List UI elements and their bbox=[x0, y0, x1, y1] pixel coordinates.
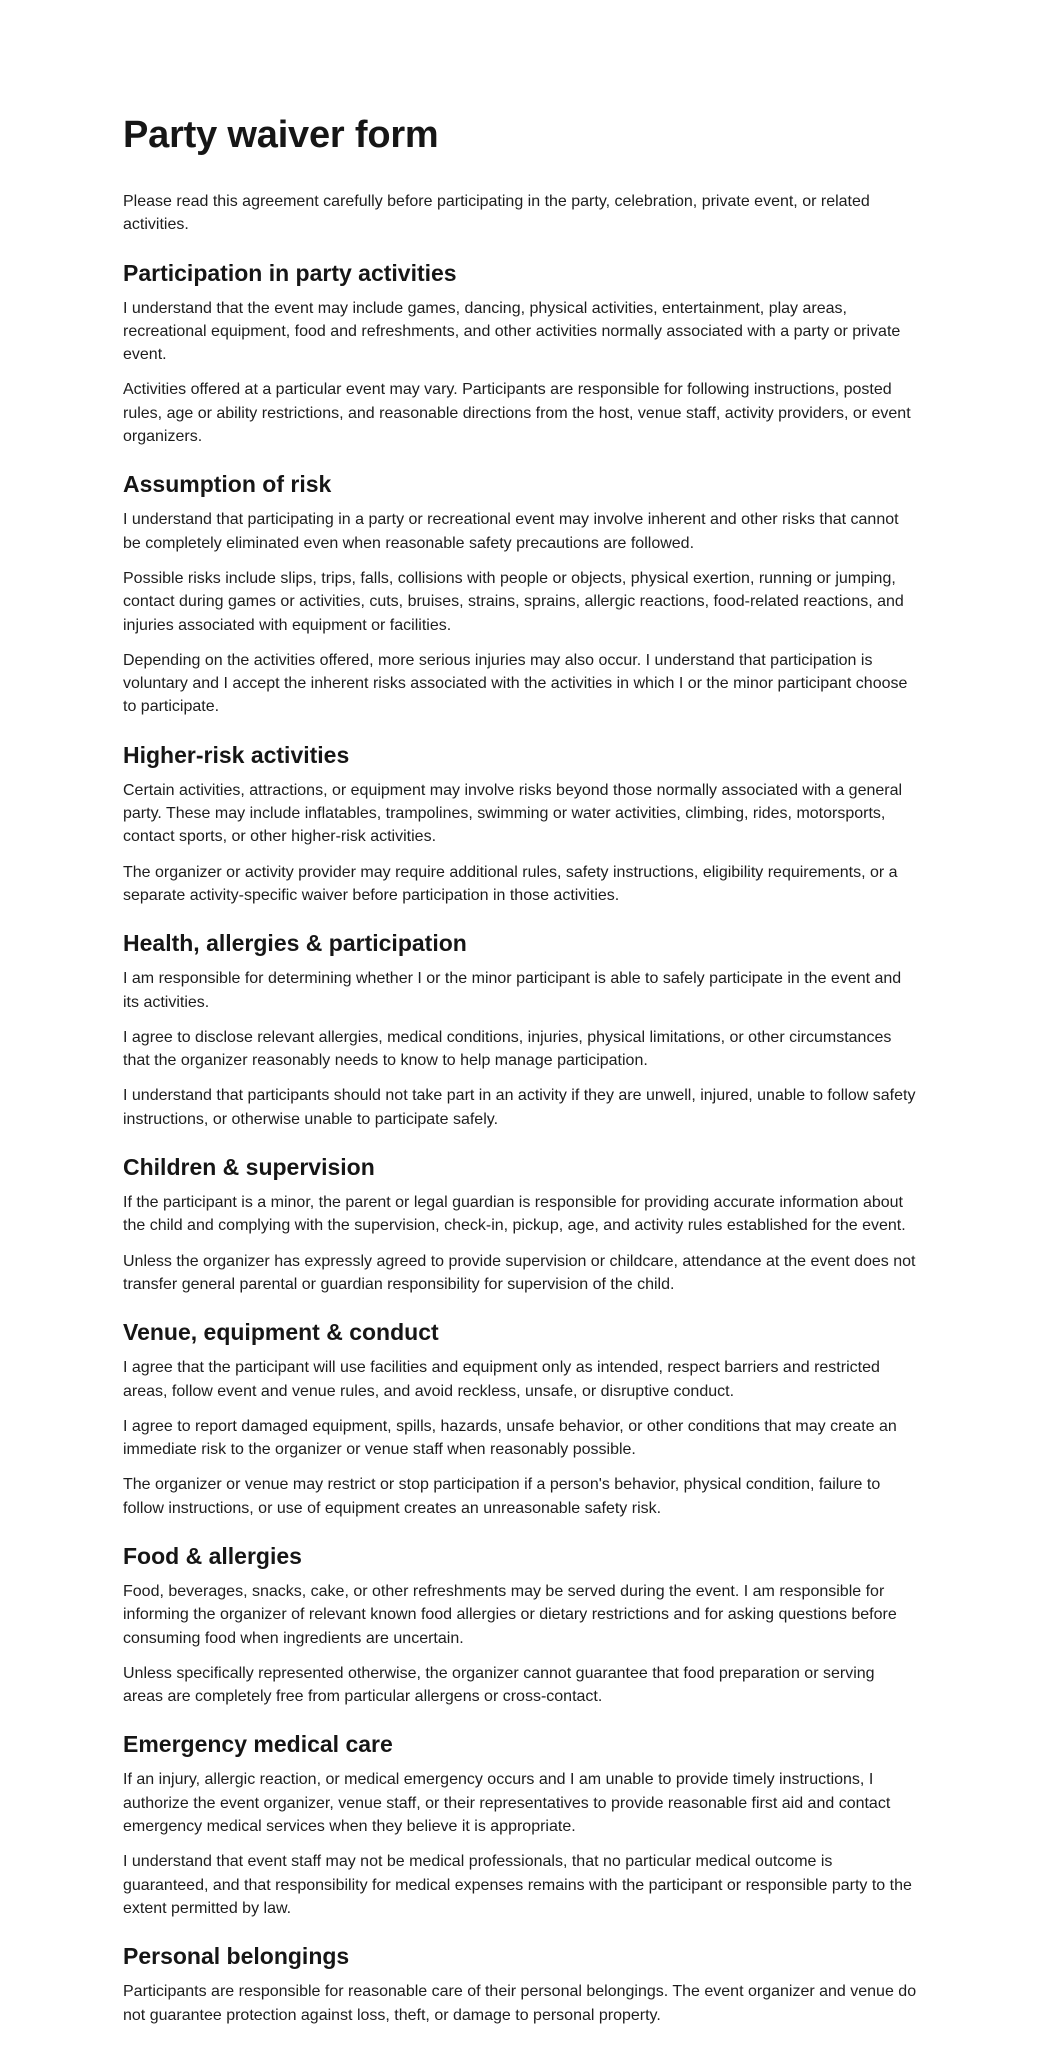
section-health-allergies bbox=[123, 929, 918, 1131]
waiver-document bbox=[123, 112, 918, 2049]
section-paragraph: I understand that event staff may not be medical professionals, that no particular medical outcome is guaranteed, and that responsibility for medical expenses remains with the participant or responsible party to the extent permitted by law. bbox=[123, 1853, 912, 1917]
page-title: Party waiver form bbox=[123, 114, 439, 156]
section-paragraph: I agree that the participant will use facilities and equipment only as intended, respect barriers and restricted areas, follow event and venue rules, and avoid reckless, unsafe, or disruptive conduct. bbox=[123, 1359, 880, 1400]
section-paragraph: I am responsible for determining whether I or the minor participant is able to safely participate in the event and its activities. bbox=[123, 970, 902, 1011]
section-heading: Emergency medical care bbox=[123, 1731, 393, 1758]
section-paragraph: The organizer or venue may restrict or stop participation if a person's behavior, physical condition, failure to follow instructions, or use of equipment creates an unreasonable safety risk. bbox=[123, 1476, 881, 1517]
section-paragraph: Certain activities, attractions, or equipment may involve risks beyond those normally associated with a general party. These may include inflatables, trampolines, swimming or water activities, climbing, rides, motorsports, contact sports, or other higher-risk activities. bbox=[123, 781, 903, 846]
section-heading: Venue, equipment & conduct bbox=[123, 1319, 439, 1346]
section-paragraph: Activities offered at a particular event may vary. Participants are responsible for following instructions, posted rules, age or ability restrictions, and reasonable directions from the host, venue staff, activity providers, or event organizers. bbox=[123, 381, 911, 446]
section-food-allergies bbox=[123, 1542, 918, 1708]
section-paragraph: If the participant is a minor, the parent or legal guardian is responsible for providing accurate information about the child and complying with the supervision, check-in, pickup, age, and activity rules established for the event. bbox=[123, 1194, 906, 1235]
section-heading: Personal belongings bbox=[123, 1943, 350, 1970]
section-higher-risk-activities bbox=[123, 741, 918, 907]
section-personal-belongings bbox=[123, 1942, 918, 2027]
section-heading: Health, allergies & participation bbox=[123, 930, 467, 957]
section-paragraph: Unless specifically represented otherwise, the organizer cannot guarantee that food preparation or serving areas are completely free from particular allergens or cross-contact. bbox=[123, 1664, 875, 1706]
section-venue-equipment-conduct bbox=[123, 1318, 918, 1520]
section-assumption-of-risk bbox=[123, 470, 918, 718]
section-paragraph: I understand that the event may include games, dancing, physical activities, entertainment, play areas, recreational equipment, food and refreshments, and other activities normally associated with a party or private event. bbox=[123, 299, 901, 364]
section-paragraph: I agree to report damaged equipment, spills, hazards, unsafe behavior, or other conditions that may create an immediate risk to the organizer or venue staff when reasonably possible. bbox=[123, 1417, 897, 1459]
section-paragraph: Participants are responsible for reasonable care of their personal belongings. The event organizer and venue do not guarantee protection against loss, theft, or damage to personal property. bbox=[123, 1983, 917, 2024]
section-heading: Food & allergies bbox=[123, 1542, 302, 1569]
section-paragraph: Unless the organizer has expressly agreed to provide supervision or childcare, attendance at the event does not transfer general parental or guardian responsibility for supervision of the child. bbox=[123, 1252, 916, 1293]
section-emergency-medical-care bbox=[123, 1730, 918, 1920]
section-paragraph: Food, beverages, snacks, cake, or other refreshments may be served during the event. I am responsible for informing the organizer of relevant known food allergies or dietary restrictions and for asking questions before consuming food when ingredients are uncertain. bbox=[123, 1582, 897, 1647]
section-paragraph: I understand that participating in a party or recreational event may involve inherent and other risks that cannot be completely eliminated even when reasonable safety precautions are followed. bbox=[123, 511, 899, 552]
section-paragraph: If an injury, allergic reaction, or medical emergency occurs and I am unable to provide timely instructions, I authorize the event organizer, venue staff, or their representatives to provide reasonable first aid and contact emergency medical services when they believe it is appropriate. bbox=[123, 1771, 891, 1836]
section-heading: Children & supervision bbox=[123, 1154, 375, 1181]
section-participation bbox=[123, 259, 918, 449]
intro-text: Please read this agreement carefully before participating in the party, celebration, private event, or related activities. bbox=[123, 193, 870, 234]
section-paragraph: I understand that participants should not take part in an activity if they are unwell, injured, unable to follow safety instructions, or otherwise unable to participate safely. bbox=[123, 1087, 916, 1128]
section-paragraph: The organizer or activity provider may require additional rules, safety instructions, eligibility requirements, or a separate activity-specific waiver before participation in those activities. bbox=[123, 863, 898, 904]
section-paragraph: Depending on the activities offered, more serious injuries may also occur. I understand that participation is voluntary and I accept the inherent risks associated with the activities in which I or the minor participant choose to participate. bbox=[123, 651, 908, 716]
section-heading: Higher-risk activities bbox=[123, 741, 350, 768]
section-heading: Assumption of risk bbox=[123, 471, 332, 498]
section-heading: Participation in party activities bbox=[123, 259, 457, 286]
section-paragraph: Possible risks include slips, trips, falls, collisions with people or objects, physical exertion, running or jumping, contact during games or activities, cuts, bruises, strains, sprains, allergic reactions, food-related reactions, and injuries associated with equipment or facilities. bbox=[123, 569, 904, 634]
section-children-supervision bbox=[123, 1153, 918, 1296]
section-paragraph: I agree to disclose relevant allergies, medical conditions, injuries, physical limitations, or other circumstances that the organizer reasonably needs to know to help manage participation. bbox=[123, 1028, 892, 1070]
